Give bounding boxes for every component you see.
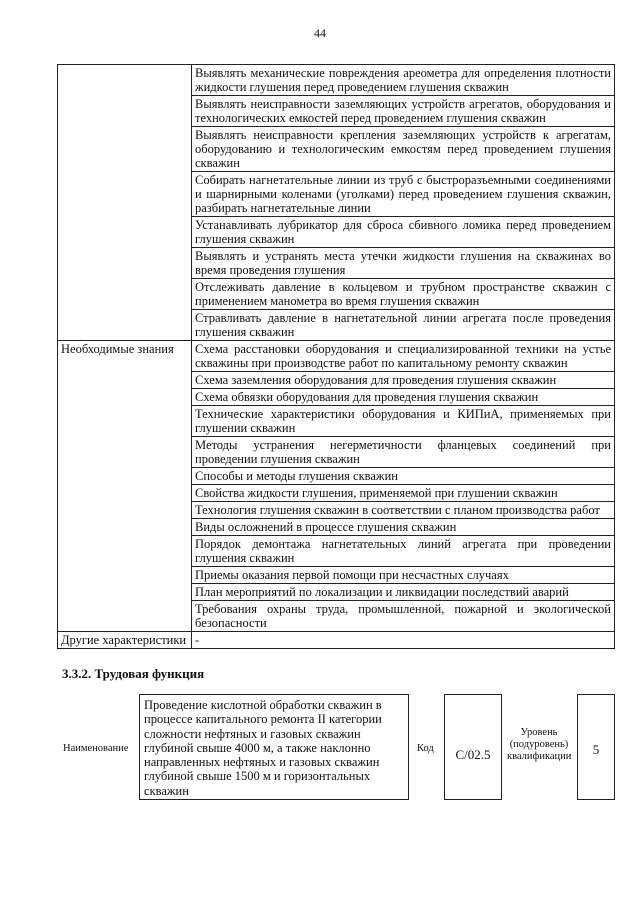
row-label	[58, 65, 192, 341]
row-item: Технология глушения скважин в соответствии с планом производства работ	[192, 502, 615, 519]
row-item: Приемы оказания первой помощи при несчастных случаях	[192, 567, 615, 584]
row-item: Выявлять механические повреждения ареометра для определения плотности жидкости глушения перед проведением глушения скважин	[192, 65, 615, 96]
row-item: Устанавливать лубрикатор для сброса сбивного ломика перед проведением глушения скважин	[192, 217, 615, 248]
skills-table	[57, 64, 615, 649]
row-item: Порядок демонтажа нагнетательных линий агрегата при проведении глушения скважин	[192, 536, 615, 567]
row-item: -	[192, 632, 615, 649]
level-value-box: 5	[577, 694, 615, 800]
labor-function-block	[0, 690, 640, 810]
row-item: Стравливать давление в нагнетательной линии агрегата после проведения глушения скважин	[192, 310, 615, 341]
row-label: Другие характеристики	[58, 632, 192, 649]
row-item: План мероприятий по локализации и ликвидации последствий аварий	[192, 584, 615, 601]
row-item: Требования охраны труда, промышленной, пожарной и экологической безопасности	[192, 601, 615, 632]
code-label: Код	[417, 743, 434, 754]
row-item: Методы устранения негерметичности фланцевых соединений при проведении глушения скважин	[192, 437, 615, 468]
code-value-box: С/02.5	[444, 694, 502, 800]
row-item: Свойства жидкости глушения, применяемой при глушении скважин	[192, 485, 615, 502]
row-item: Собирать нагнетательные линии из труб с быстроразъемными соединениями и шарнирными коленами (уголками) перед проведением глушения скважин, разбирать нагнетательные линии	[192, 172, 615, 217]
row-item: Технические характеристики оборудования и КИПиА, применяемых при глушении скважин	[192, 406, 615, 437]
table-row	[58, 632, 615, 649]
row-item: Способы и методы глушения скважин	[192, 468, 615, 485]
section-title: 3.3.2. Трудовая функция	[62, 666, 205, 681]
row-item: Выявлять неисправности заземляющих устройств агрегатов, оборудования и технологических емкостей перед проведением глушения скважин	[192, 96, 615, 127]
row-item: Отслеживать давление в кольцевом и трубном пространстве скважин с применением манометра во время глушения скважин	[192, 279, 615, 310]
row-item: Выявлять и устранять места утечки жидкости глушения на скважинах во время проведения глушения	[192, 248, 615, 279]
row-item: Схема заземления оборудования для проведения глушения скважин	[192, 372, 615, 389]
name-label: Наименование	[63, 743, 129, 754]
row-item: Виды осложнений в процессе глушения скважин	[192, 519, 615, 536]
row-label: Необходимые знания	[58, 341, 192, 632]
row-item: Схема расстановки оборудования и специализированной техники на устье скважины при производстве работ по капитальному ремонту скважин	[192, 341, 615, 372]
page-number: 44	[314, 26, 326, 40]
row-item: Схема обвязки оборудования для проведения глушения скважин	[192, 389, 615, 406]
function-name-box: Проведение кислотной обработки скважин в процессе капитального ремонта II категории сложности нефтяных и газовых скважин глубиной свыше 4000 м, а также наклонно направленных нефтяных и газовых скважин глубиной свыше 1500 м и горизонтальных скважин	[139, 694, 409, 800]
table-row	[58, 65, 615, 96]
level-label: Уровень (подуровень) квалификации	[507, 727, 572, 762]
row-item: Выявлять неисправности крепления заземляющих устройств к агрегатам, оборудованию и технологическим емкостям перед проведением глушения скважин	[192, 127, 615, 172]
table-row	[58, 341, 615, 372]
